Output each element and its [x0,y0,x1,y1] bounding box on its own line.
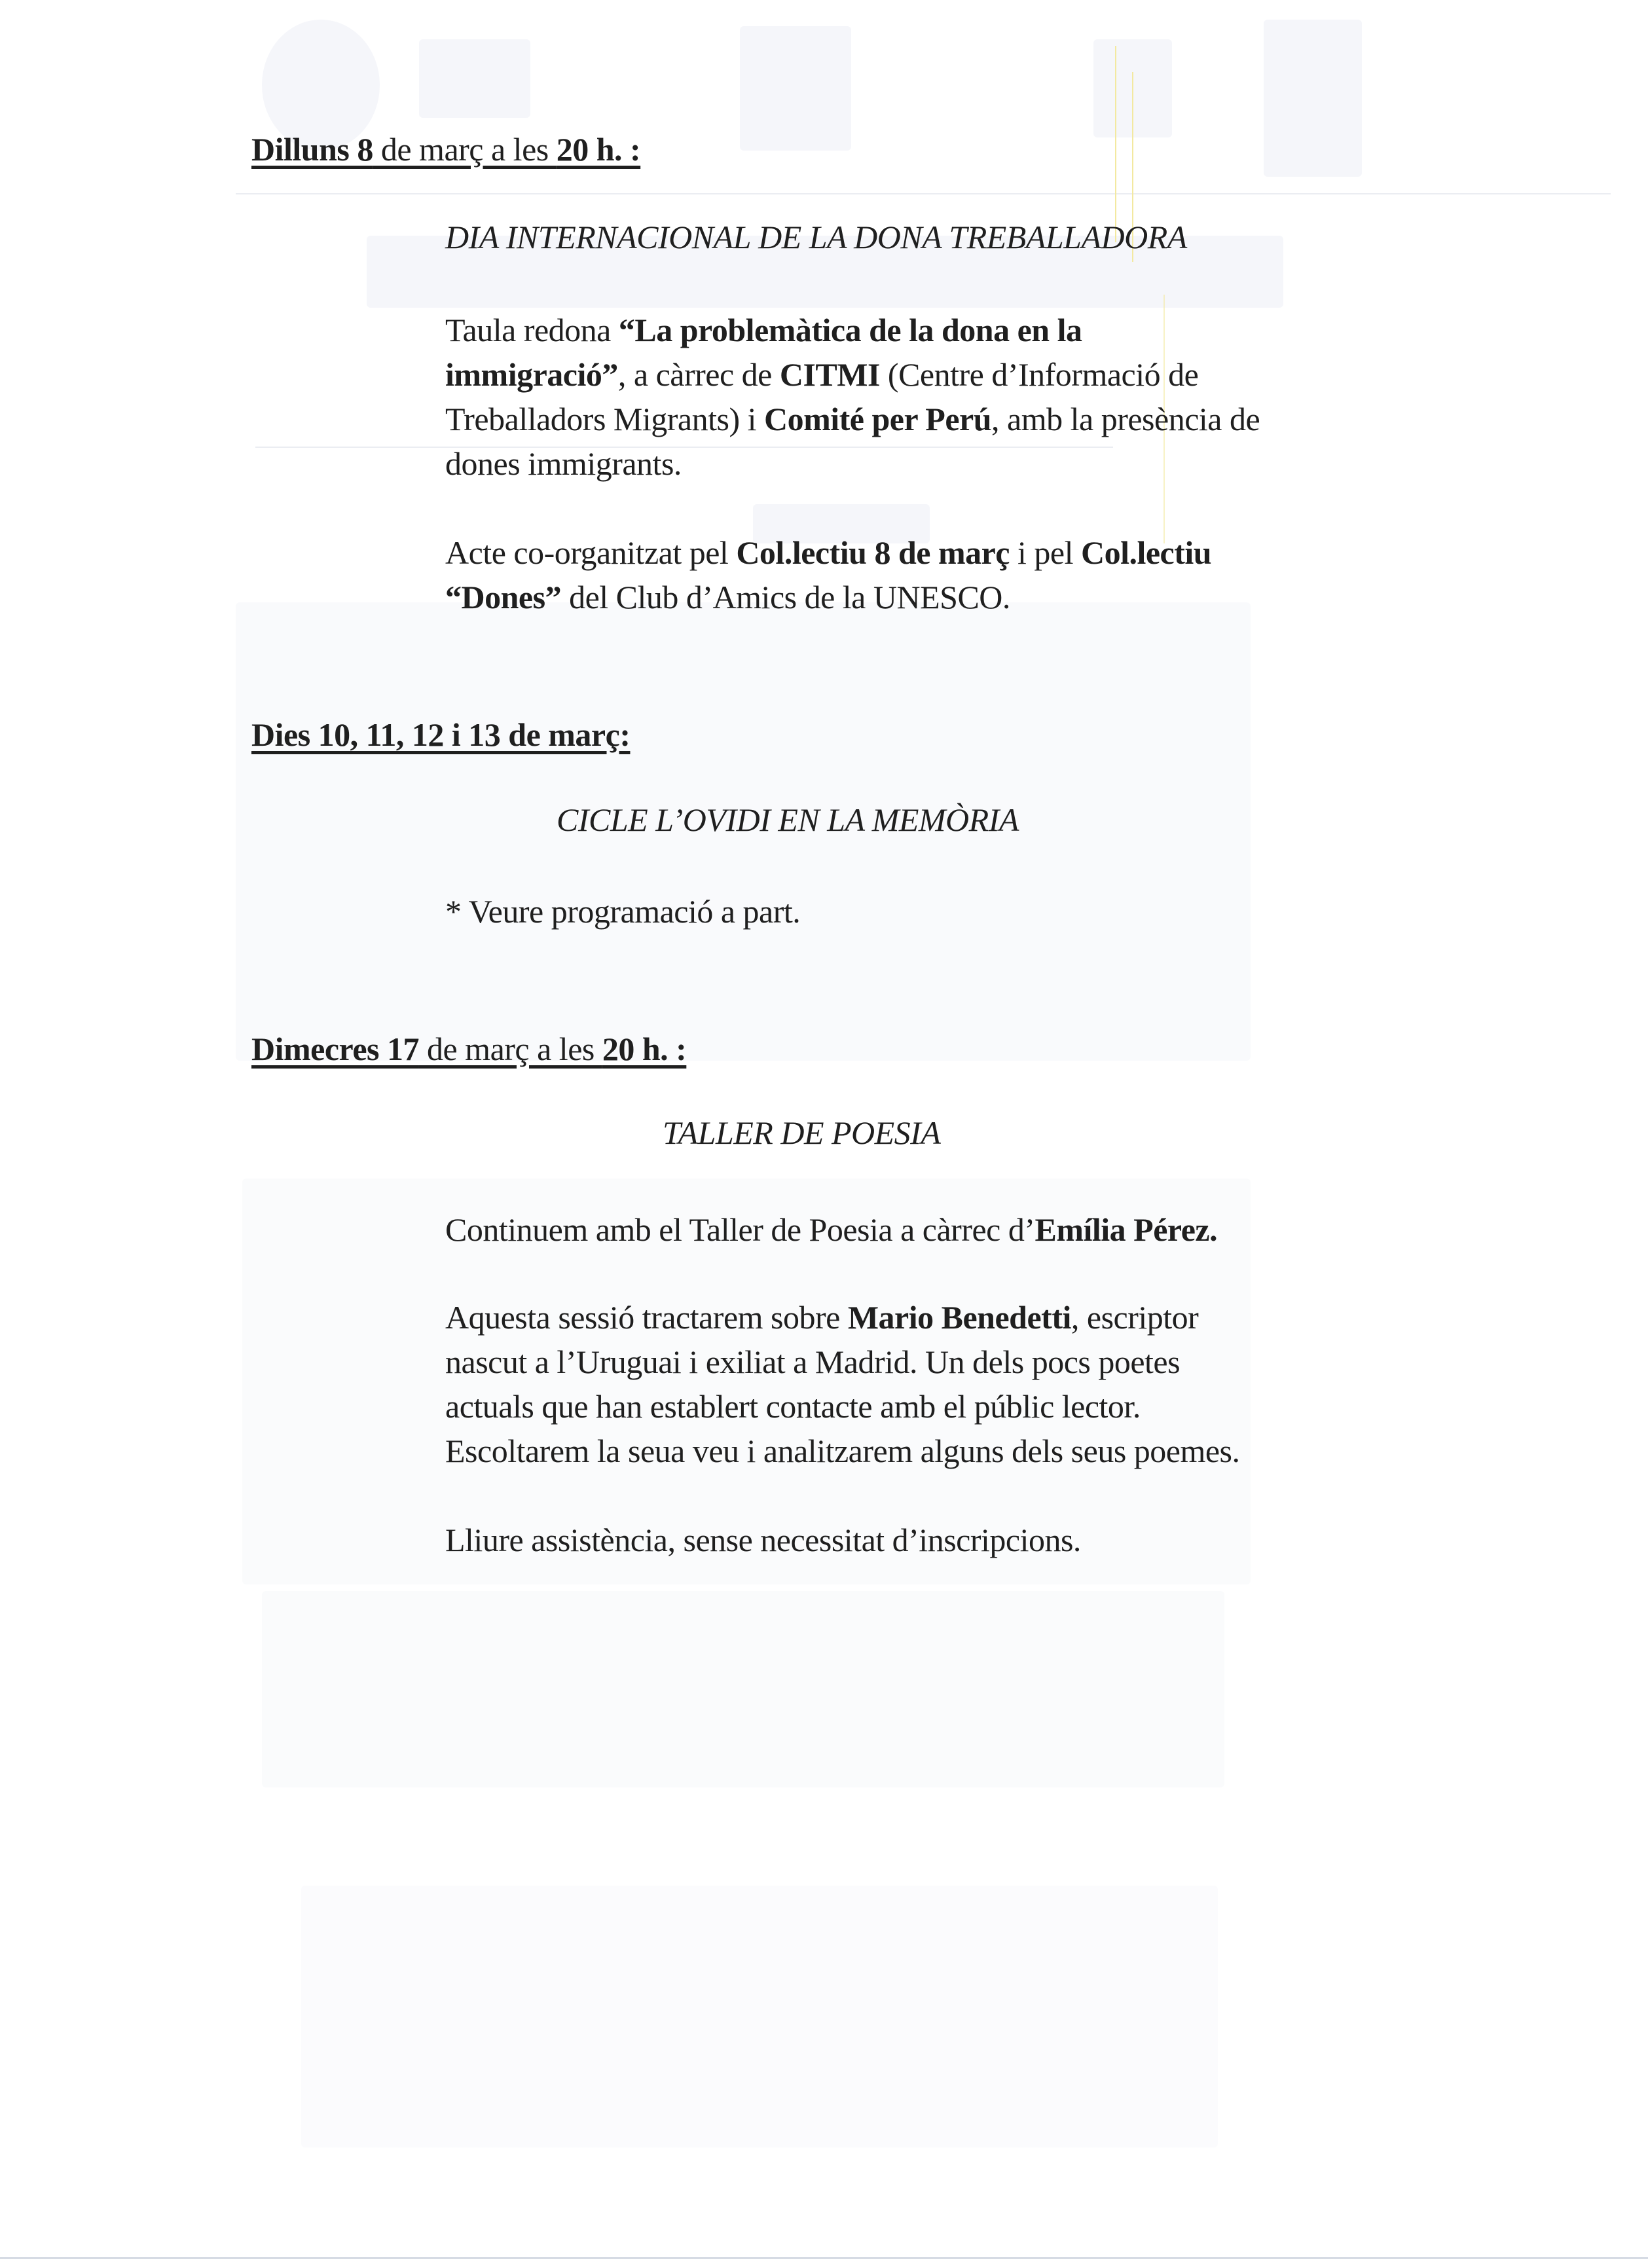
text-run: Aquesta sessió tractarem sobre [445,1299,848,1336]
text-run: , amb la presència de [991,401,1260,437]
description-line [445,397,1260,441]
event-intro [445,1207,1217,1252]
bold-text-run: CITMI [779,356,880,393]
event-day: Dilluns 8 [251,131,373,168]
text-run: i pel [1009,534,1081,571]
bold-text-run: Mario Benedetti [847,1299,1071,1336]
bold-text-run: Col.lectiu 8 de març [736,534,1010,571]
event-heading [251,1029,686,1069]
event-time: 20 h. : [556,131,641,168]
session-line [445,1429,1240,1473]
organizers-line [445,575,1010,619]
text-run: Taula redona [445,312,619,348]
text-run: actuals que han establert contacte amb el públic lector. [445,1388,1141,1425]
event-title: TALLER DE POESIA [663,1114,941,1151]
text-run: nascut a l’Uruguai i exiliat a Madrid. Un dels pocs poetes [445,1344,1181,1380]
text-run: Acte co-organitzat pel [445,534,737,571]
bold-text-run: Comité per Perú [764,401,992,437]
session-line [445,1295,1198,1340]
event-day: Dimecres 17 [251,1031,419,1067]
text-run: Treballadors Migrants) i [445,401,764,437]
text-run: , escriptor [1071,1299,1199,1336]
description-line [445,352,1198,397]
event-note: * Veure programació a part. [445,893,801,930]
text-run: dones immigrants. [445,445,682,482]
text-run: , a càrrec de [617,356,780,393]
bold-text-run: immigració” [445,356,618,393]
event-date-text: de març a les [418,1031,602,1067]
event-heading [251,715,630,754]
bold-text-run: Emília Pérez. [1035,1211,1218,1248]
event-title: CICLE L’OVIDI EN LA MEMÒRIA [557,801,1019,838]
session-line [445,1384,1141,1429]
bold-text-run: “Dones” [445,579,562,615]
text-run: Continuem amb el Taller de Poesia a càrrec d’ [445,1211,1035,1248]
text-run: (Centre d’Informació de [879,356,1199,393]
bold-text-run: Col.lectiu [1080,534,1212,571]
session-line [445,1340,1180,1384]
event-heading [251,130,640,169]
event-title: DIA INTERNACIONAL DE LA DONA TREBALLADORA [445,219,1187,255]
description-line [445,441,682,486]
text-run: Escoltarem la seua veu i analitzarem alguns dels seus poemes. [445,1433,1240,1469]
text-run: del Club d’Amics de la UNESCO. [561,579,1010,615]
event-footer-note: Lliure assistència, sense necessitat d’inscripcions. [445,1522,1081,1558]
organizers-line [445,530,1211,575]
event-days: Dies 10, 11, 12 i 13 de març: [251,716,631,753]
bold-text-run: “La problemàtica de la dona en la [618,312,1082,348]
event-time: 20 h. : [602,1031,687,1067]
description-line [445,308,1082,352]
event-date-text: de març a les [373,131,557,168]
